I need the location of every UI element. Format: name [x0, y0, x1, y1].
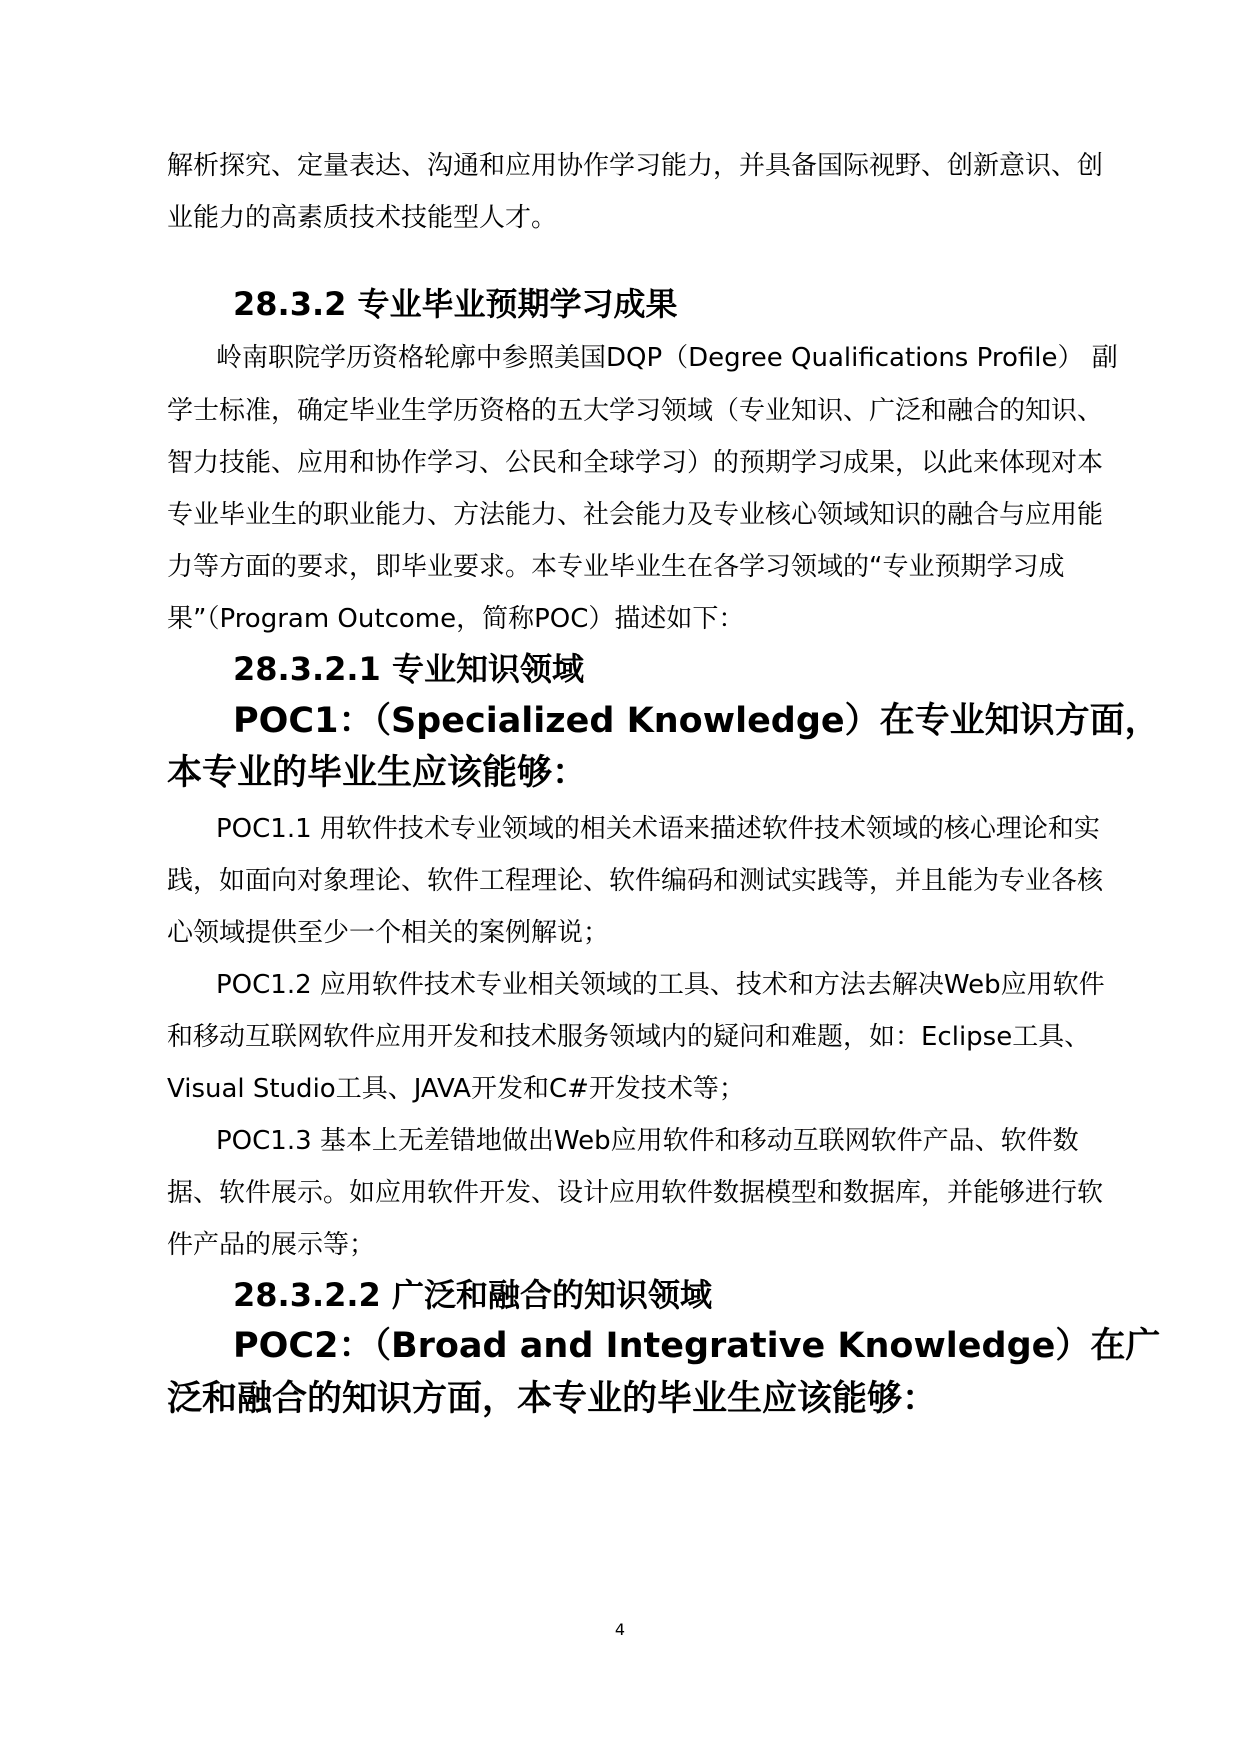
poc-item-line: 据、软件展示。如应用软件开发、设计应用软件数据模型和数据库，并能够进行软 — [167, 1178, 1104, 1208]
poc-item-line: 践，如面向对象理论、软件工程理论、软件编码和测试实践等，并且能为专业各核 — [167, 866, 1104, 896]
poc-item-line: POC1.2 应用软件技术专业相关领域的工具、技术和方法去解决Web应用软件 — [216, 970, 1105, 1000]
paragraph-line: 力等方面的要求，即毕业要求。本专业毕业生在各学习领域的“专业预期学习成 — [167, 552, 1065, 582]
section-heading: 28.3.2 专业毕业预期学习成果 — [233, 285, 678, 323]
paragraph-line: 专业毕业生的职业能力、方法能力、社会能力及专业核心领域知识的融合与应用能 — [167, 500, 1104, 530]
poc-item-line: 件产品的展示等； — [167, 1230, 376, 1260]
intro-line: 业能力的高素质技术技能型人才。 — [167, 203, 558, 233]
poc-item-line: Visual Studio工具、JAVA开发和C#开发技术等； — [167, 1074, 745, 1104]
intro-line: 解析探究、定量表达、沟通和应用协作学习能力，并具备国际视野、创新意识、创 — [167, 151, 1104, 181]
subsection-heading: 28.3.2.1 专业知识领域 — [233, 650, 584, 688]
poc-heading: POC1：（Specialized Knowledge）在专业知识方面， — [233, 701, 1160, 741]
page-number: 4 — [614, 1620, 626, 1639]
paragraph-line: 学士标准，确定毕业生学历资格的五大学习领域（专业知识、广泛和融合的知识、 — [167, 396, 1104, 426]
subsection-heading: 28.3.2.2 广泛和融合的知识领域 — [233, 1276, 712, 1314]
poc-heading: POC2：（Broad and Integrative Knowledge）在广 — [233, 1326, 1161, 1366]
poc-item-line: 和移动互联网软件应用开发和技术服务领域内的疑问和难题，如：Eclipse工具、 — [167, 1022, 1091, 1052]
paragraph-line: 果”（Program Outcome，简称POC）描述如下： — [167, 604, 745, 634]
poc-item-line: POC1.3 基本上无差错地做出Web应用软件和移动互联网软件产品、软件数 — [216, 1126, 1079, 1156]
poc-item-line: 心领域提供至少一个相关的案例解说； — [167, 918, 610, 948]
poc-item-line: POC1.1 用软件技术专业领域的相关术语来描述软件技术领域的核心理论和实 — [216, 814, 1100, 844]
paragraph-line: 智力技能、应用和协作学习、公民和全球学习）的预期学习成果，以此来体现对本 — [167, 448, 1104, 478]
poc-heading: 泛和融合的知识方面，本专业的毕业生应该能够： — [167, 1379, 938, 1419]
poc-heading: 本专业的毕业生应该能够： — [167, 753, 588, 793]
paragraph-line: 岭南职院学历资格轮廓中参照美国DQP（Degree Qualifications Profile） 副 — [216, 343, 1118, 373]
